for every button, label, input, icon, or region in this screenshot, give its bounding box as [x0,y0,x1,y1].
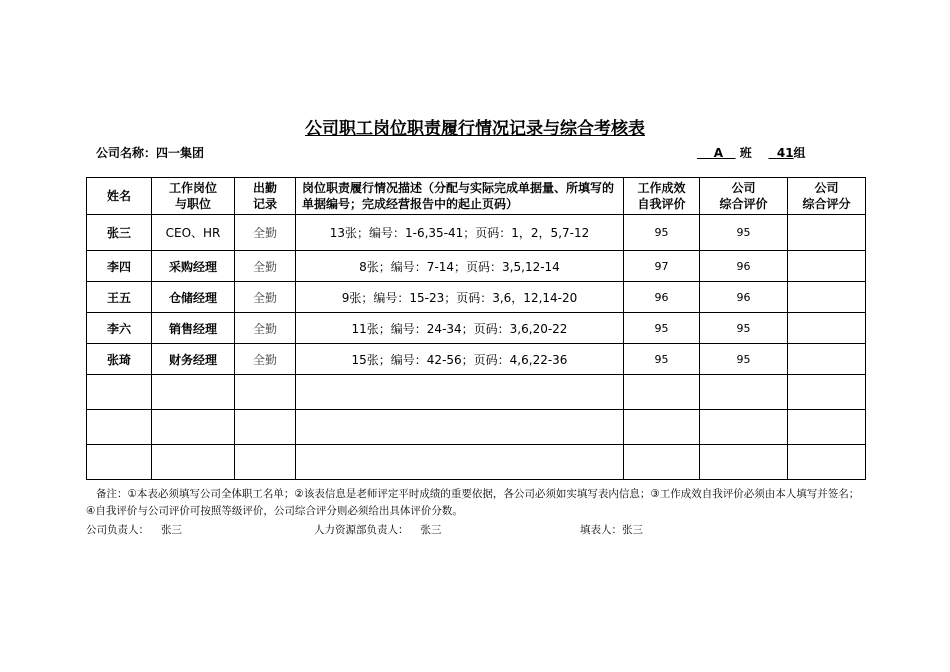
company-name-value: 四一集团 [156,146,205,160]
signature-value: 张三 [161,524,182,536]
remarks-note: 备注：①本表必须填写公司全体职工名单；②该表信息是老师评定平时成绩的重要依据，各公司必须如实填写表内信息；③工作成效自我评价必须由本人填写并签名；④自我评价与公司评价可按照等级评价，公司综合评分则必须给出具体评价分数。 [86,488,860,517]
empty-cell [624,410,700,445]
cell-description: 9张；编号：15-23；页码：3,6，12,14-20 [296,282,624,313]
cell-description: 11张；编号：24-34；页码：3,6,20-22 [296,313,624,344]
empty-cell [235,410,296,445]
cell-position: 仓储经理 [152,282,235,313]
cell-name: 王五 [87,282,152,313]
empty-cell [152,410,235,445]
cell-description: 8张；编号：7-14；页码：3,5,12-14 [296,251,624,282]
class-group [697,144,806,161]
signature-label: 公司负责人： [86,524,149,536]
empty-cell [624,375,700,410]
empty-cell [700,445,788,480]
cell-position: 销售经理 [152,313,235,344]
signature-hr-head [314,522,442,537]
cell-attendance: 全勤 [235,251,296,282]
signature-filler [580,522,643,537]
cell-attendance: 全勤 [235,344,296,375]
class-value: A [713,146,724,160]
header-self-eval: 工作成效 自我评价 [624,178,700,215]
cell-self-eval: 95 [624,313,700,344]
group-value: 41 [776,146,794,160]
cell-company-score [788,251,866,282]
cell-description: 13张；编号：1-6,35-41；页码：1，2，5,7-12 [296,215,624,251]
header-company-eval: 公司 综合评价 [700,178,788,215]
cell-attendance: 全勤 [235,313,296,344]
cell-self-eval: 96 [624,282,700,313]
header-name: 姓名 [87,178,152,215]
empty-row [87,410,866,445]
class-label: 班 [739,146,752,160]
cell-company-score [788,282,866,313]
cell-company-eval: 96 [700,251,788,282]
company-name [96,144,204,161]
empty-row [87,445,866,480]
empty-cell [788,410,866,445]
cell-position: 采购经理 [152,251,235,282]
assessment-table [86,177,866,480]
signature-label: 人力资源部负责人： [314,524,409,536]
cell-company-score [788,313,866,344]
cell-company-eval: 95 [700,215,788,251]
table-header-row [87,178,866,215]
empty-cell [700,375,788,410]
signature-value: 张三 [420,524,442,536]
form-title: 公司职工岗位职责履行情况记录与综合考核表 [305,119,645,139]
cell-company-eval: 96 [700,282,788,313]
table-row [87,215,866,251]
cell-name: 李四 [87,251,152,282]
empty-cell [296,445,624,480]
cell-name: 李六 [87,313,152,344]
cell-description: 15张；编号：42-56；页码：4,6,22-36 [296,344,624,375]
header-description: 岗位职责履行情况描述（分配与实际完成单据量、所填写的单据编号；完成经营报告中的起止页码） [296,178,624,215]
empty-cell [296,375,624,410]
empty-cell [235,375,296,410]
cell-name: 张三 [87,215,152,251]
cell-company-score [788,344,866,375]
cell-attendance: 全勤 [235,215,296,251]
signature-label: 填表人： [580,524,622,536]
cell-self-eval: 97 [624,251,700,282]
cell-self-eval: 95 [624,215,700,251]
cell-position: 财务经理 [152,344,235,375]
empty-cell [296,410,624,445]
header-company-score: 公司 综合评分 [788,178,866,215]
empty-cell [87,375,152,410]
cell-name: 张琦 [87,344,152,375]
header-position: 工作岗位 与职位 [152,178,235,215]
signature-value: 张三 [622,524,643,536]
cell-position: CEO、HR [152,215,235,251]
cell-company-score [788,215,866,251]
empty-cell [788,375,866,410]
empty-cell [788,445,866,480]
cell-company-eval: 95 [700,344,788,375]
table-row [87,344,866,375]
empty-cell [700,410,788,445]
empty-row [87,375,866,410]
company-name-label: 公司名称： [96,146,157,160]
table-row [87,282,866,313]
empty-cell [152,445,235,480]
table-row [87,251,866,282]
empty-cell [235,445,296,480]
header-attendance: 出勤 记录 [235,178,296,215]
empty-cell [152,375,235,410]
group-label: 组 [793,146,806,160]
empty-cell [87,445,152,480]
empty-cell [624,445,700,480]
cell-attendance: 全勤 [235,282,296,313]
cell-self-eval: 95 [624,344,700,375]
empty-cell [87,410,152,445]
signature-company-head [86,522,182,537]
cell-company-eval: 95 [700,313,788,344]
table-row [87,313,866,344]
